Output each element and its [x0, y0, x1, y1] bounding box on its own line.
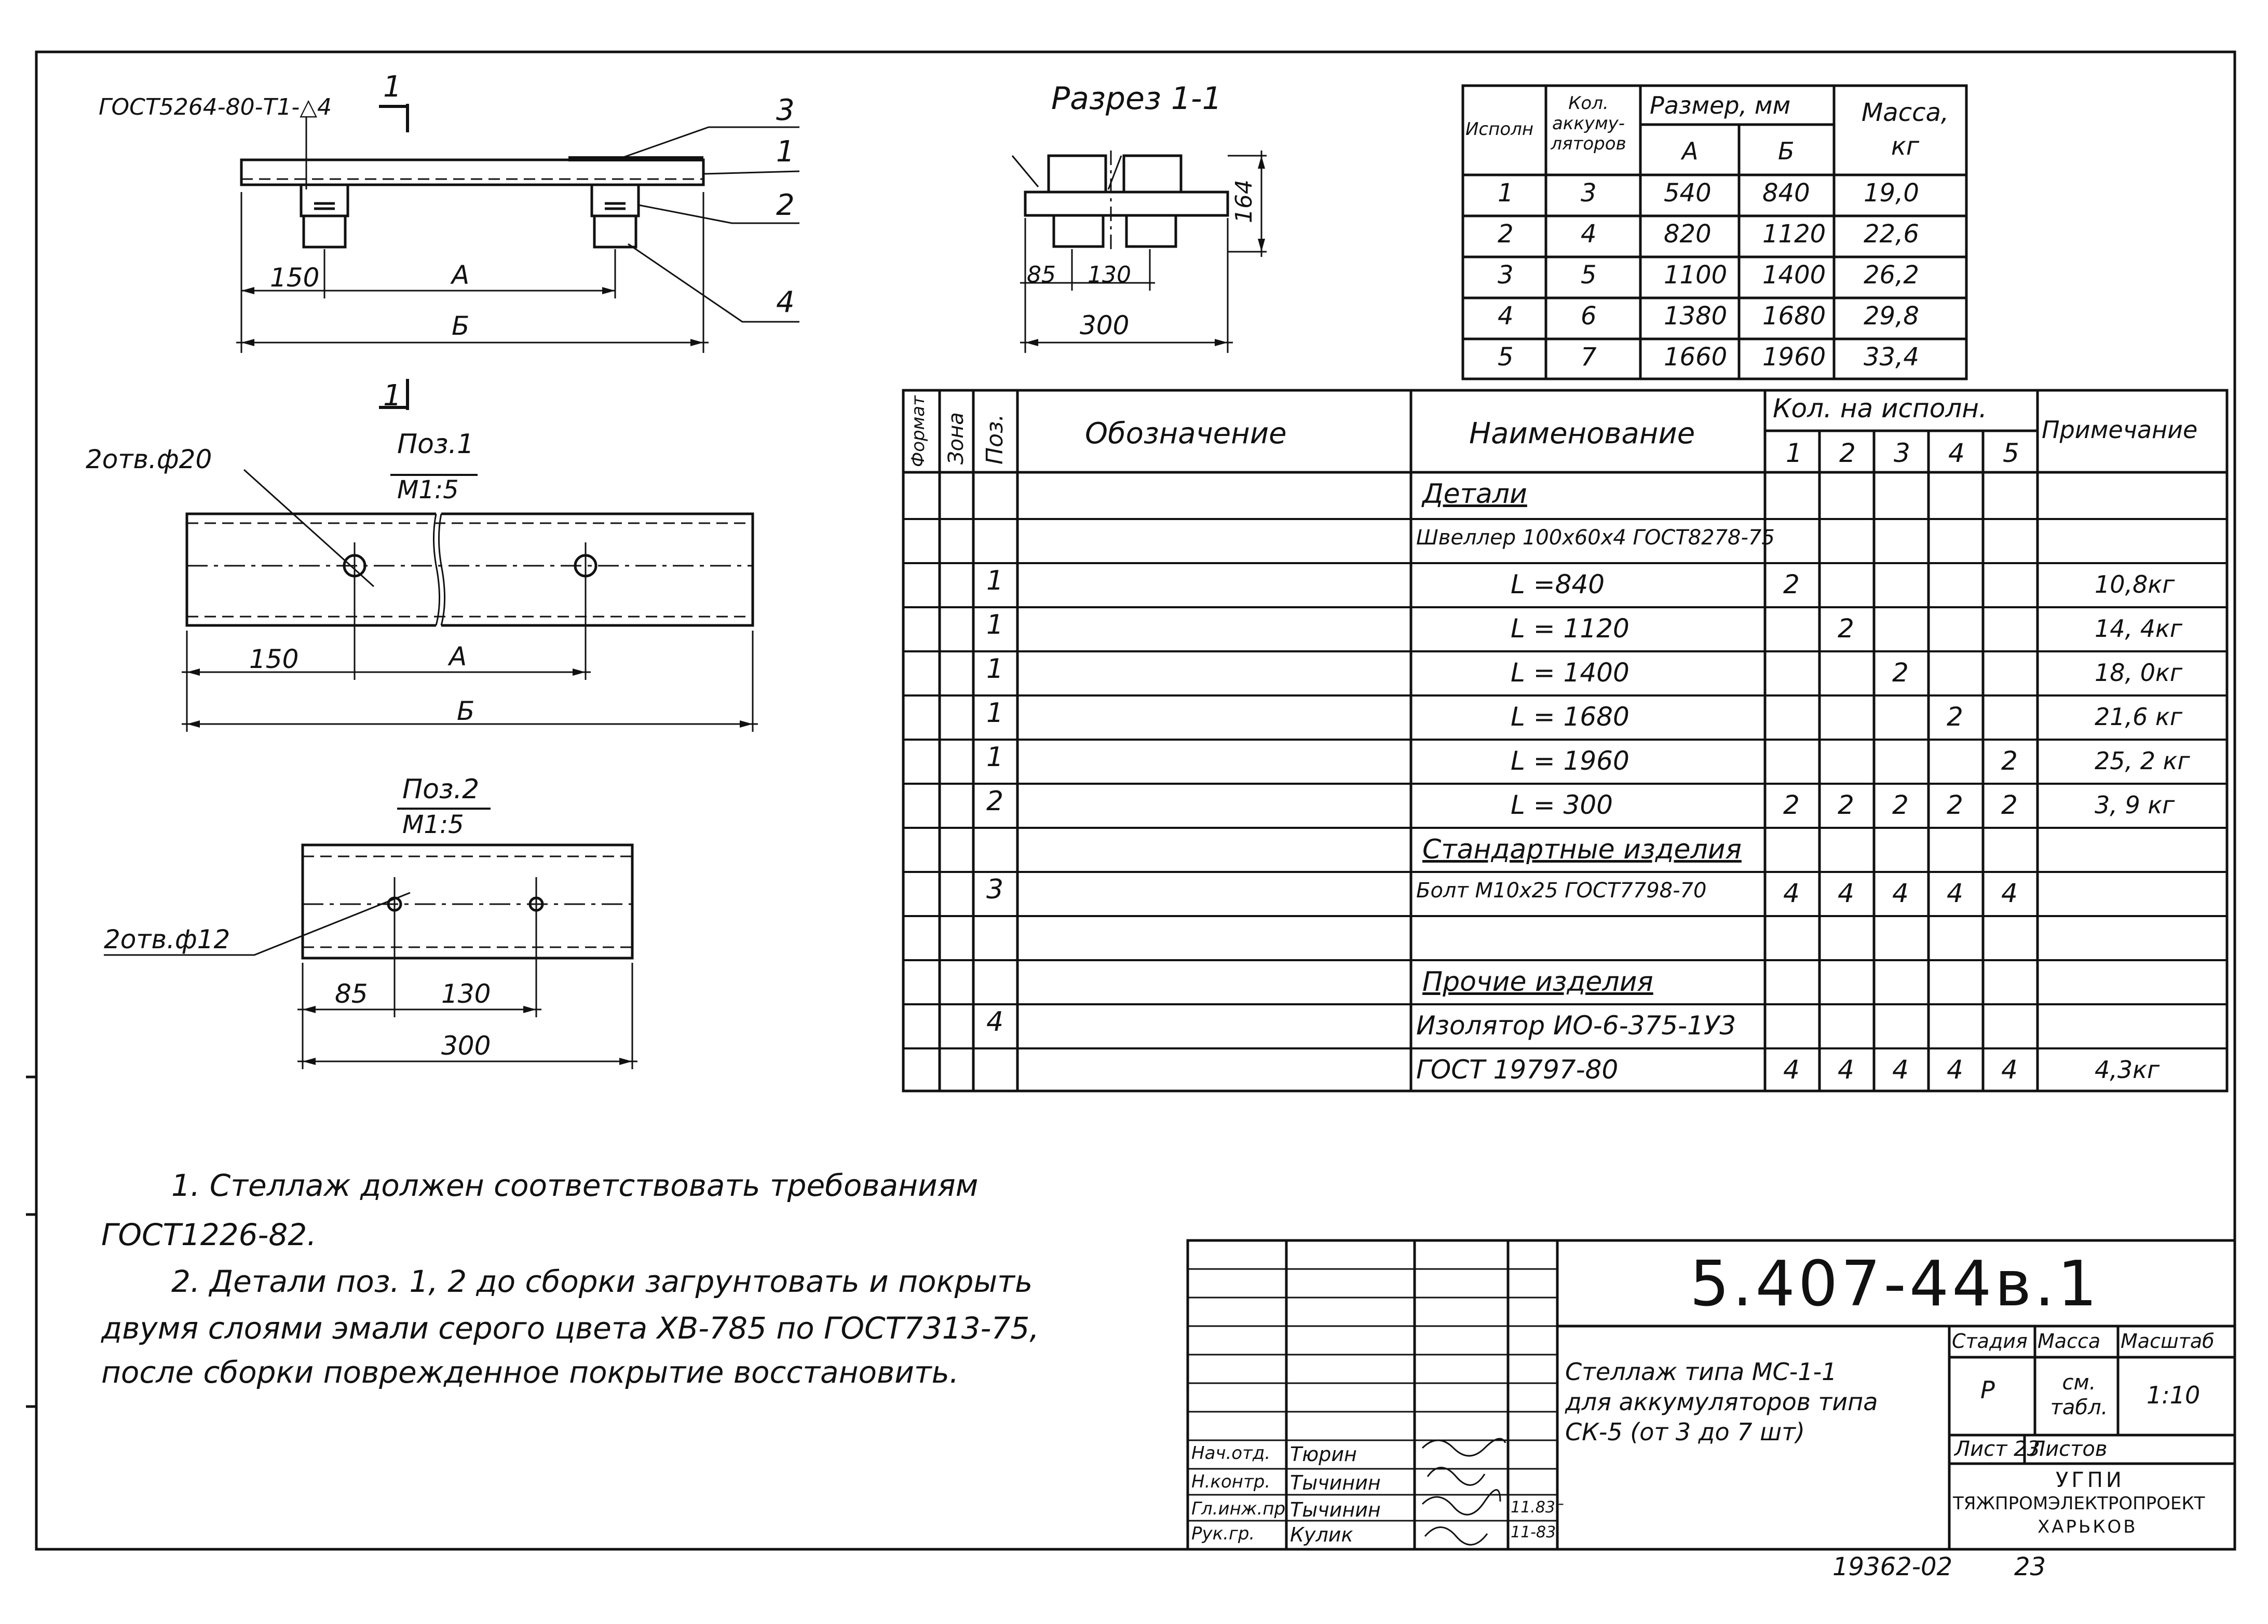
org-line-1: УГПИ — [2056, 1468, 2125, 1492]
mass-cell: 5 — [1498, 343, 1514, 372]
spec-naim: Изолятор ИО-6-375-1У3 — [1416, 1011, 1736, 1041]
mass-cell: 19,0 — [1864, 179, 1919, 208]
spec-th-poz: Поз. — [982, 414, 1008, 465]
mass-cell: 3 — [1581, 179, 1597, 208]
spec-naim: L = 1400 — [1511, 658, 1629, 688]
dim-a-top: А — [452, 260, 470, 290]
spec-qty: 2 — [1947, 790, 1963, 820]
pos1-dim-a: А — [449, 642, 467, 672]
spec-prim: 10,8кг — [2095, 570, 2175, 598]
spec-qty: 4 — [1892, 1055, 1909, 1085]
footer-page: 23 — [2014, 1552, 2046, 1581]
sheets-label: Листов — [2030, 1437, 2108, 1461]
spec-qty: 2 — [1838, 790, 1854, 820]
pos1-holes: 2отв.ф20 — [86, 444, 212, 474]
spec-poz: 3 — [986, 874, 1004, 905]
note-line-5: после сборки поврежденное покрытие восстановить. — [101, 1355, 959, 1390]
mass-th-ispoln: Исполн — [1465, 119, 1534, 140]
mass-cell: 1120 — [1762, 220, 1826, 249]
spec-qty: 4 — [1947, 1055, 1963, 1085]
spec-naim: L = 1960 — [1511, 746, 1629, 776]
dim-b-top: Б — [452, 311, 470, 341]
signer-role: Нач.отд. — [1191, 1443, 1271, 1464]
signature-1 — [1422, 1439, 1505, 1456]
signer-name: Кулик — [1290, 1523, 1353, 1546]
signer-date: 11-83 — [1511, 1523, 1556, 1541]
stage-label: Стадия — [1952, 1330, 2028, 1353]
section-dim-130: 130 — [1088, 262, 1131, 288]
title-line-1: Стеллаж типа МС-1-1 — [1565, 1358, 1837, 1386]
section-dim-164: 164 — [1231, 180, 1257, 223]
stage-value: Р — [1980, 1376, 1995, 1404]
spec-prim: 4,3кг — [2095, 1056, 2160, 1084]
spec-qty: 2 — [1783, 790, 1800, 820]
pos1-dim-b: Б — [457, 696, 475, 726]
spec-naim: ГОСТ 19797-80 — [1416, 1055, 1619, 1085]
mass-cell: 1380 — [1664, 302, 1728, 331]
spec-section-title: Стандартные изделия — [1422, 834, 1742, 865]
title-line-2: для аккумуляторов типа — [1565, 1388, 1878, 1416]
section-dim-85: 85 — [1027, 262, 1056, 288]
callout-3: 3 — [776, 93, 795, 127]
signature-3 — [1422, 1490, 1500, 1515]
note-line-2: ГОСТ1226-82. — [101, 1217, 317, 1252]
spec-poz: 1 — [986, 565, 1004, 596]
spec-section-title: Прочие изделия — [1422, 966, 1653, 998]
mass-th-razmer: Размер, мм — [1650, 91, 1791, 119]
signer-name: Тычинин — [1290, 1471, 1381, 1494]
section-title: Разрез 1-1 — [1051, 80, 1222, 117]
mass-cell: 540 — [1664, 179, 1712, 208]
note-line-4: двумя слоями эмали серого цвета ХВ-785 по ГОСТ7313-75, — [101, 1311, 1039, 1346]
spec-qty: 4 — [2001, 878, 2018, 908]
footer-code: 19362-02 — [1832, 1552, 1953, 1581]
signature-2 — [1428, 1468, 1485, 1485]
pos1-view — [182, 470, 758, 732]
title-line-3: СК-5 (от 3 до 7 шт) — [1565, 1418, 1805, 1446]
spec-qty: 2 — [2001, 790, 2018, 820]
mass-cell: 820 — [1664, 220, 1712, 249]
spec-th-col-1: 1 — [1786, 438, 1802, 468]
spec-th-col-5: 5 — [2003, 438, 2019, 468]
mass-cell: 5 — [1581, 261, 1597, 290]
spec-qty: 4 — [1783, 878, 1800, 908]
mass-cell: 26,2 — [1864, 261, 1919, 290]
spec-naim: Швеллер 100х60х4 ГОСТ8278-75 — [1416, 526, 1775, 550]
pos2-scale: М1:5 — [402, 810, 464, 839]
callout-1: 1 — [776, 135, 795, 169]
mass-cell: 3 — [1498, 261, 1514, 290]
spec-th-col-2: 2 — [1839, 438, 1856, 468]
mass-cell: 1100 — [1664, 261, 1728, 290]
spec-naim: Болт М10х25 ГОСТ7798-70 — [1416, 879, 1707, 903]
spec-qty: 4 — [1838, 878, 1854, 908]
mass-cell: 1960 — [1762, 343, 1826, 372]
mass-cell: 6 — [1581, 302, 1597, 331]
mass-cell: 29,8 — [1864, 302, 1919, 331]
spec-th-col-3: 3 — [1894, 438, 1910, 468]
signer-name: Тюрин — [1290, 1443, 1357, 1466]
spec-poz: 2 — [986, 786, 1004, 817]
spec-poz: 1 — [986, 742, 1004, 773]
spec-qty: 4 — [2001, 1055, 2018, 1085]
signer-role: Н.контр. — [1191, 1471, 1271, 1492]
sheet-label: Лист 23 — [1954, 1437, 2040, 1461]
spec-poz: 1 — [986, 698, 1004, 729]
spec-naim: L = 300 — [1511, 790, 1613, 820]
callout-4: 4 — [776, 285, 795, 319]
spec-naim: L = 1120 — [1511, 613, 1629, 644]
spec-th-prim: Примечание — [2042, 416, 2198, 444]
mass-cell: 33,4 — [1864, 343, 1919, 372]
mass-cell: 4 — [1498, 302, 1514, 331]
org-line-3: ХАРЬКОВ — [2038, 1517, 2138, 1537]
mass-cell: 7 — [1581, 343, 1597, 372]
mass-cell: 22,6 — [1864, 220, 1919, 249]
pos2-holes: 2отв.ф12 — [104, 924, 230, 954]
mass-cell: 840 — [1762, 179, 1810, 208]
pos2-dim-300: 300 — [441, 1031, 491, 1061]
doc-number: 5.407-44в.1 — [1690, 1248, 2100, 1320]
weld-note: ГОСТ5264-80-Т1-△4 — [99, 94, 332, 120]
pos2-dim-130: 130 — [441, 979, 491, 1009]
mass-th-massa: Масса, кг — [1861, 98, 1949, 161]
spec-naim: L = 1680 — [1511, 702, 1629, 732]
note-line-3: 2. Детали поз. 1, 2 до сборки загрунтовать и покрыть — [171, 1264, 1033, 1299]
pos1-title: Поз.1 — [397, 429, 474, 460]
signer-role: Рук.гр. — [1191, 1523, 1255, 1544]
section-mark-bottom: 1 — [383, 379, 402, 413]
signature-4 — [1425, 1527, 1487, 1545]
mass-cell: 1400 — [1762, 261, 1826, 290]
spec-naim: L =840 — [1511, 569, 1605, 599]
mass-th-a: А — [1682, 137, 1699, 165]
mass-value: см. табл. — [2050, 1371, 2108, 1420]
pos1-dim-150: 150 — [249, 644, 299, 674]
spec-prim: 3, 9 кг — [2095, 791, 2175, 819]
note-line-1: 1. Стеллаж должен соответствовать требованиям — [171, 1168, 979, 1203]
dim-150-top: 150 — [270, 263, 320, 293]
spec-poz: 1 — [986, 609, 1004, 640]
mass-label: Масса — [2038, 1330, 2101, 1353]
signer-date: 11.83г — [1511, 1498, 1564, 1517]
mass-cell: 1660 — [1664, 343, 1728, 372]
mass-cell: 1 — [1498, 179, 1514, 208]
org-line-2: ТЯЖПРОМЭЛЕКТРОПРОЕКТ — [1953, 1493, 2205, 1514]
spec-qty: 2 — [1838, 613, 1854, 644]
spec-qty: 2 — [2001, 746, 2018, 776]
spec-prim: 25, 2 кг — [2095, 747, 2190, 775]
spec-th-format: Формат — [908, 395, 929, 467]
scale-value: 1:10 — [2147, 1381, 2201, 1409]
spec-qty: 4 — [1947, 878, 1963, 908]
mass-cell: 4 — [1581, 220, 1597, 249]
mass-th-b: Б — [1778, 137, 1795, 165]
scale-label: Масштаб — [2121, 1330, 2215, 1353]
section-mark-top: 1 — [383, 70, 402, 104]
mass-cell: 1680 — [1762, 302, 1826, 331]
section-dim-300: 300 — [1080, 310, 1130, 340]
spec-qty: 2 — [1783, 569, 1800, 599]
spec-th-kol: Кол. на исполн. — [1773, 393, 1987, 424]
assembly-view — [236, 104, 799, 413]
spec-section-title: Детали — [1422, 479, 1527, 510]
signer-role: Гл.инж.пр — [1191, 1498, 1286, 1519]
pos2-title: Поз.2 — [402, 774, 480, 805]
spec-poz: 4 — [986, 1006, 1004, 1038]
spec-th-oboz: Обозначение — [1085, 417, 1287, 451]
spec-qty: 4 — [1892, 878, 1909, 908]
spec-qty: 4 — [1783, 1055, 1800, 1085]
spec-poz: 1 — [986, 653, 1004, 685]
spec-prim: 14, 4кг — [2095, 615, 2182, 643]
spec-th-col-4: 4 — [1948, 438, 1965, 468]
pos1-scale: М1:5 — [397, 475, 459, 504]
spec-qty: 2 — [1892, 790, 1909, 820]
spec-qty: 4 — [1838, 1055, 1854, 1085]
spec-qty: 2 — [1892, 658, 1909, 688]
spec-prim: 21,6 кг — [2095, 703, 2182, 731]
spec-prim: 18, 0кг — [2095, 659, 2182, 687]
mass-cell: 2 — [1498, 220, 1514, 249]
spec-th-naim: Наименование — [1469, 417, 1695, 451]
spec-qty: 2 — [1947, 702, 1963, 732]
spec-th-zona: Зона — [944, 412, 968, 465]
mass-th-kol: Кол. аккуму-ляторов — [1551, 93, 1626, 155]
pos2-dim-85: 85 — [335, 979, 368, 1009]
signer-name: Тычинин — [1290, 1498, 1381, 1521]
callout-2: 2 — [776, 188, 795, 222]
section-view — [1012, 151, 1267, 353]
